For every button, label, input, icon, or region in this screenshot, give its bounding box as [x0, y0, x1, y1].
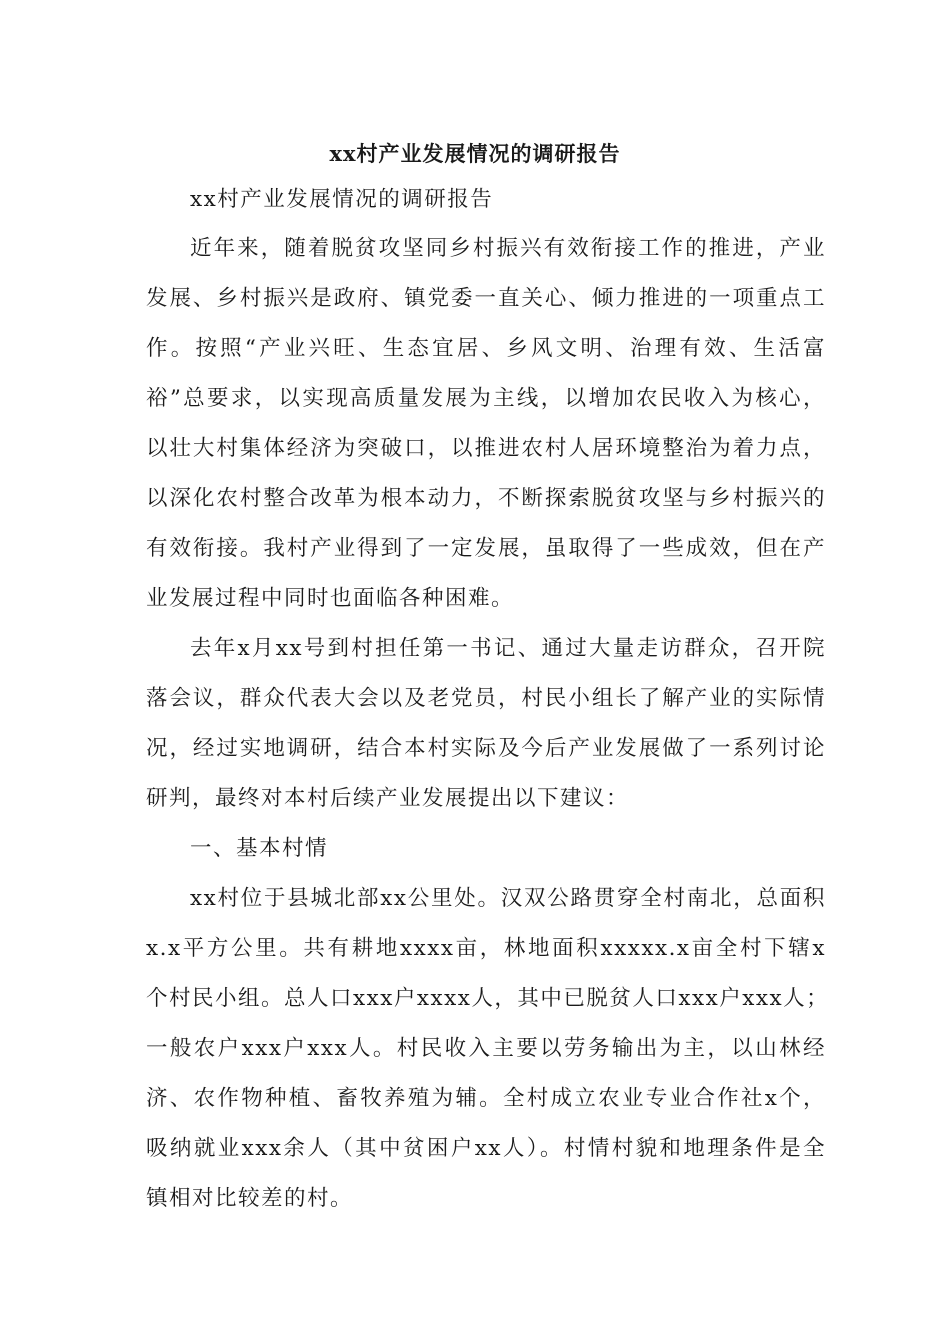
paragraph-1-line-3: 作。按照“产业兴旺、生态宜居、乡风文明、治理有效、生活富 — [146, 336, 826, 361]
paragraph-1-line-6: 以深化农村整合改革为根本动力，不断探索脱贫攻坚与乡村振兴的 — [146, 486, 826, 511]
paragraph-2-line-2: 落会议，群众代表大会以及老党员，村民小组长了解产业的实际情 — [146, 686, 826, 711]
paragraph-3-line-5: 济、农作物种植、畜牧养殖为辅。全村成立农业专业合作社x个， — [146, 1086, 826, 1111]
paragraph-1-line-8: 业发展过程中同时也面临各种困难。 — [146, 586, 515, 611]
paragraph-2-line-3: 况，经过实地调研，结合本村实际及今后产业发展做了一系列讨论 — [146, 736, 826, 761]
paragraph-3-line-6: 吸纳就业xxx余人（其中贫困户xx人）。村情村貌和地理条件是全 — [146, 1136, 826, 1161]
paragraph-3-line-4: 一般农户xxx户xxx人。村民收入主要以劳务输出为主，以山林经 — [146, 1036, 826, 1061]
paragraph-3-line-1: xx村位于县城北部xx公里处。汉双公路贯穿全村南北，总面积 — [190, 886, 826, 911]
paragraph-2-line-4: 研判，最终对本村后续产业发展提出以下建议： — [146, 786, 630, 811]
paragraph-1-line-2: 发展、乡村振兴是政府、镇党委一直关心、倾力推进的一项重点工 — [146, 286, 826, 311]
paragraph-2-line-1: 去年x月xx号到村担任第一书记、通过大量走访群众，召开院 — [190, 636, 826, 661]
paragraph-3-line-2: x.x平方公里。共有耕地xxxx亩，林地面积xxxxx.x亩全村下辖x — [146, 936, 826, 961]
paragraph-3-line-7: 镇相对比较差的村。 — [146, 1186, 354, 1211]
paragraph-3-line-3: 个村民小组。总人口xxx户xxxx人，其中已脱贫人口xxx户xxx人； — [146, 986, 830, 1011]
subtitle-line: xx村产业发展情况的调研报告 — [190, 187, 494, 212]
paragraph-1-line-1: 近年来，随着脱贫攻坚同乡村振兴有效衔接工作的推进，产业 — [190, 236, 826, 261]
paragraph-1-line-5: 以壮大村集体经济为突破口，以推进农村人居环境整治为着力点， — [146, 436, 826, 461]
paragraph-1-line-4: 裕”总要求，以实现高质量发展为主线，以增加农民收入为核心， — [146, 386, 826, 411]
document-title: xx村产业发展情况的调研报告 — [329, 141, 621, 166]
section-heading-basic-info: 一、基本村情 — [190, 836, 329, 861]
paragraph-1-line-7: 有效衔接。我村产业得到了一定发展，虽取得了一些成效，但在产 — [146, 536, 826, 561]
